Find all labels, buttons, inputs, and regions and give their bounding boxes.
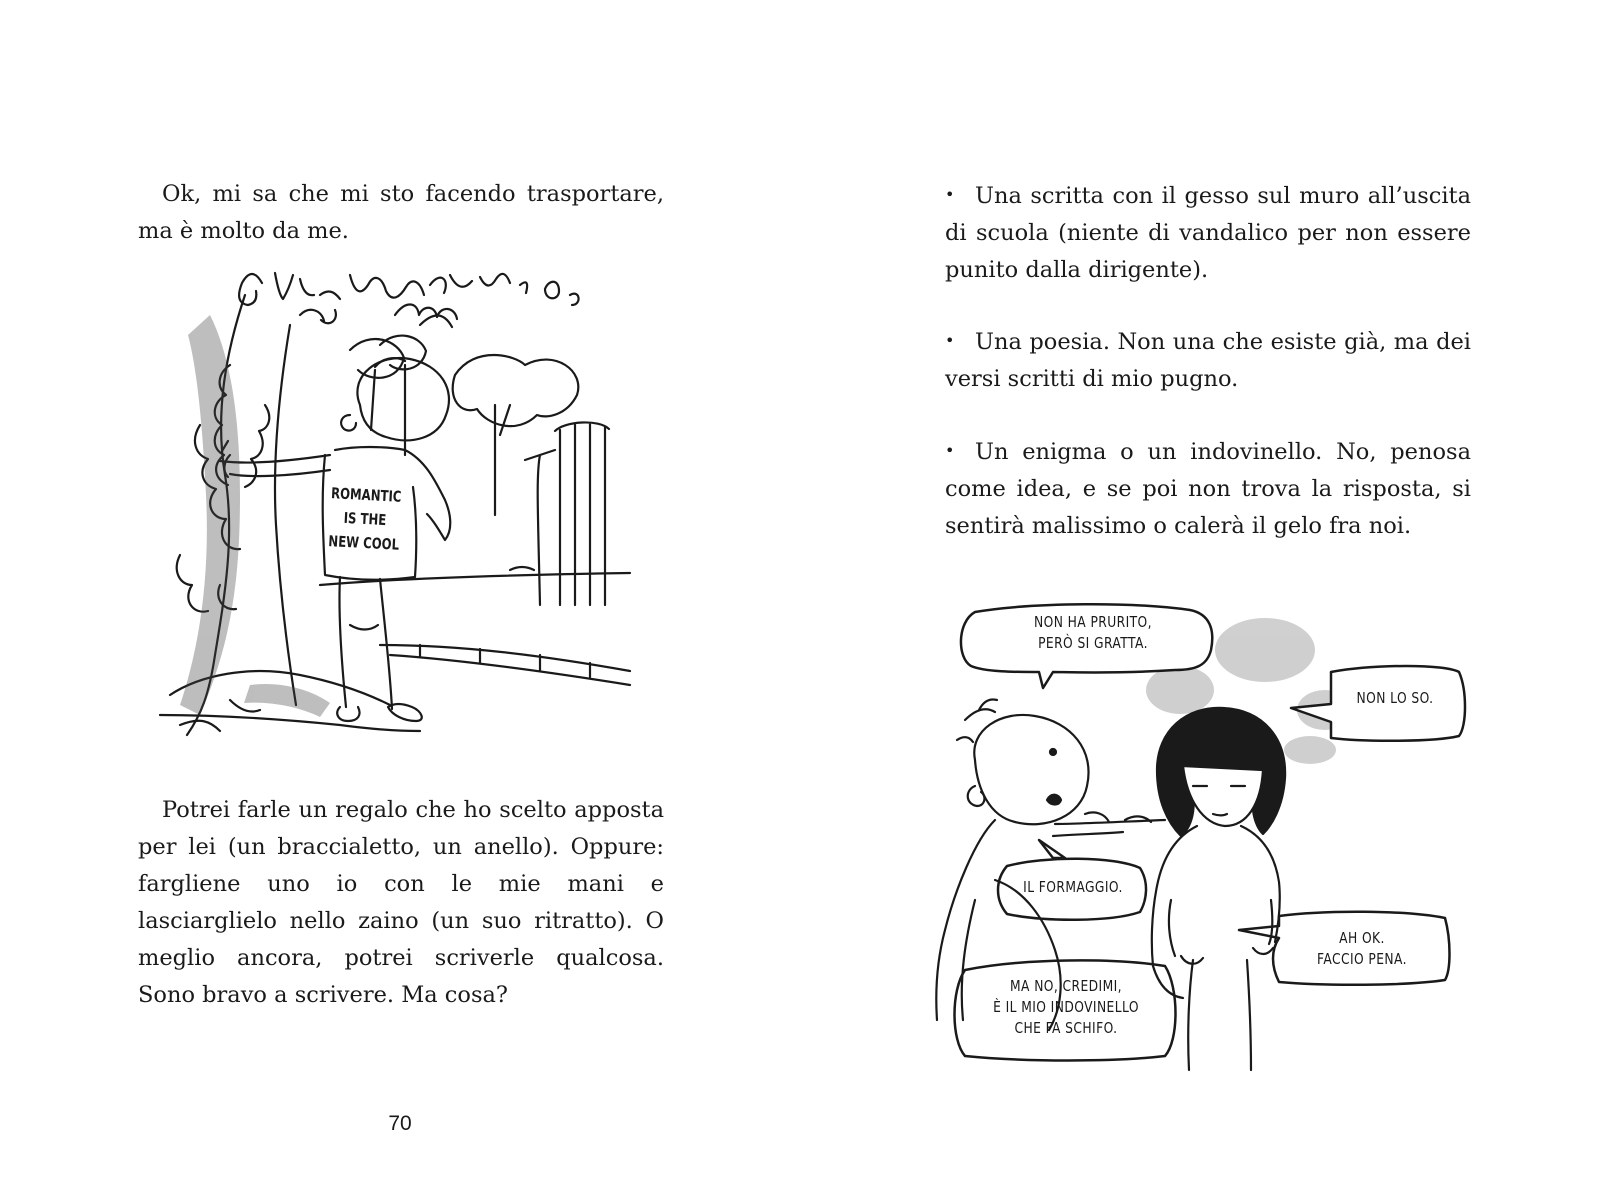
bullet-icon: • [945, 185, 955, 204]
speech-bubble-answer: IL FORMAGGIO. [1023, 878, 1123, 896]
bullet-item-1-text: Una scritta con il gesso sul muro all’uscita di scuola (niente di vandalico per non essere punito dalla dirigente). [945, 183, 1471, 283]
bullet-item-2 [945, 322, 1471, 398]
boy-at-tree-illustration [150, 255, 650, 765]
left-paragraph-2 [138, 792, 664, 1014]
bullet-icon: • [945, 331, 955, 350]
bullet-item-3 [945, 432, 1471, 545]
page-number: 70 [388, 1112, 412, 1135]
shirt-slogan: ROMANTIC IS THE NEW COOL [327, 484, 402, 554]
left-paragraph-2-text: Potrei farle un regalo che ho scelto apposta per lei (un braccialetto, un anello). Oppure: fargliene uno io con le mie mani e lasciarglielo nello zaino (un suo ritratto). O meglio ancora, potrei scriverle qualcosa. Sono bravo a scrivere. Ma cosa? [138, 797, 664, 1008]
bullet-item-1 [945, 176, 1471, 289]
bullet-icon: • [945, 441, 955, 460]
speech-bubble-reassure: MA NO, CREDIMI, È IL MIO INDOVINELLO CHE FA SCHIFO. [993, 977, 1139, 1037]
comic-riddle-illustration [935, 600, 1505, 1100]
speech-bubble-dont-know: NON LO SO. [1356, 689, 1434, 707]
left-paragraph-1-text: Ok, mi sa che mi sto facendo trasportare, ma è molto da me. [138, 181, 664, 244]
bullet-item-2-text: Una poesia. Non una che esiste già, ma dei versi scritti di mio pugno. [945, 329, 1471, 392]
left-paragraph-1 [138, 176, 664, 250]
bullet-item-3-text: Un enigma o un indovinello. No, penosa come idea, e se poi non trova la risposta, si sentirà malissimo o calerà il gelo fra noi. [945, 439, 1471, 539]
speech-bubble-riddle: NON HA PRURITO, PERÒ SI GRATTA. [1034, 613, 1152, 652]
speech-bubble-ah-ok: AH OK. FACCIO PENA. [1317, 929, 1407, 968]
